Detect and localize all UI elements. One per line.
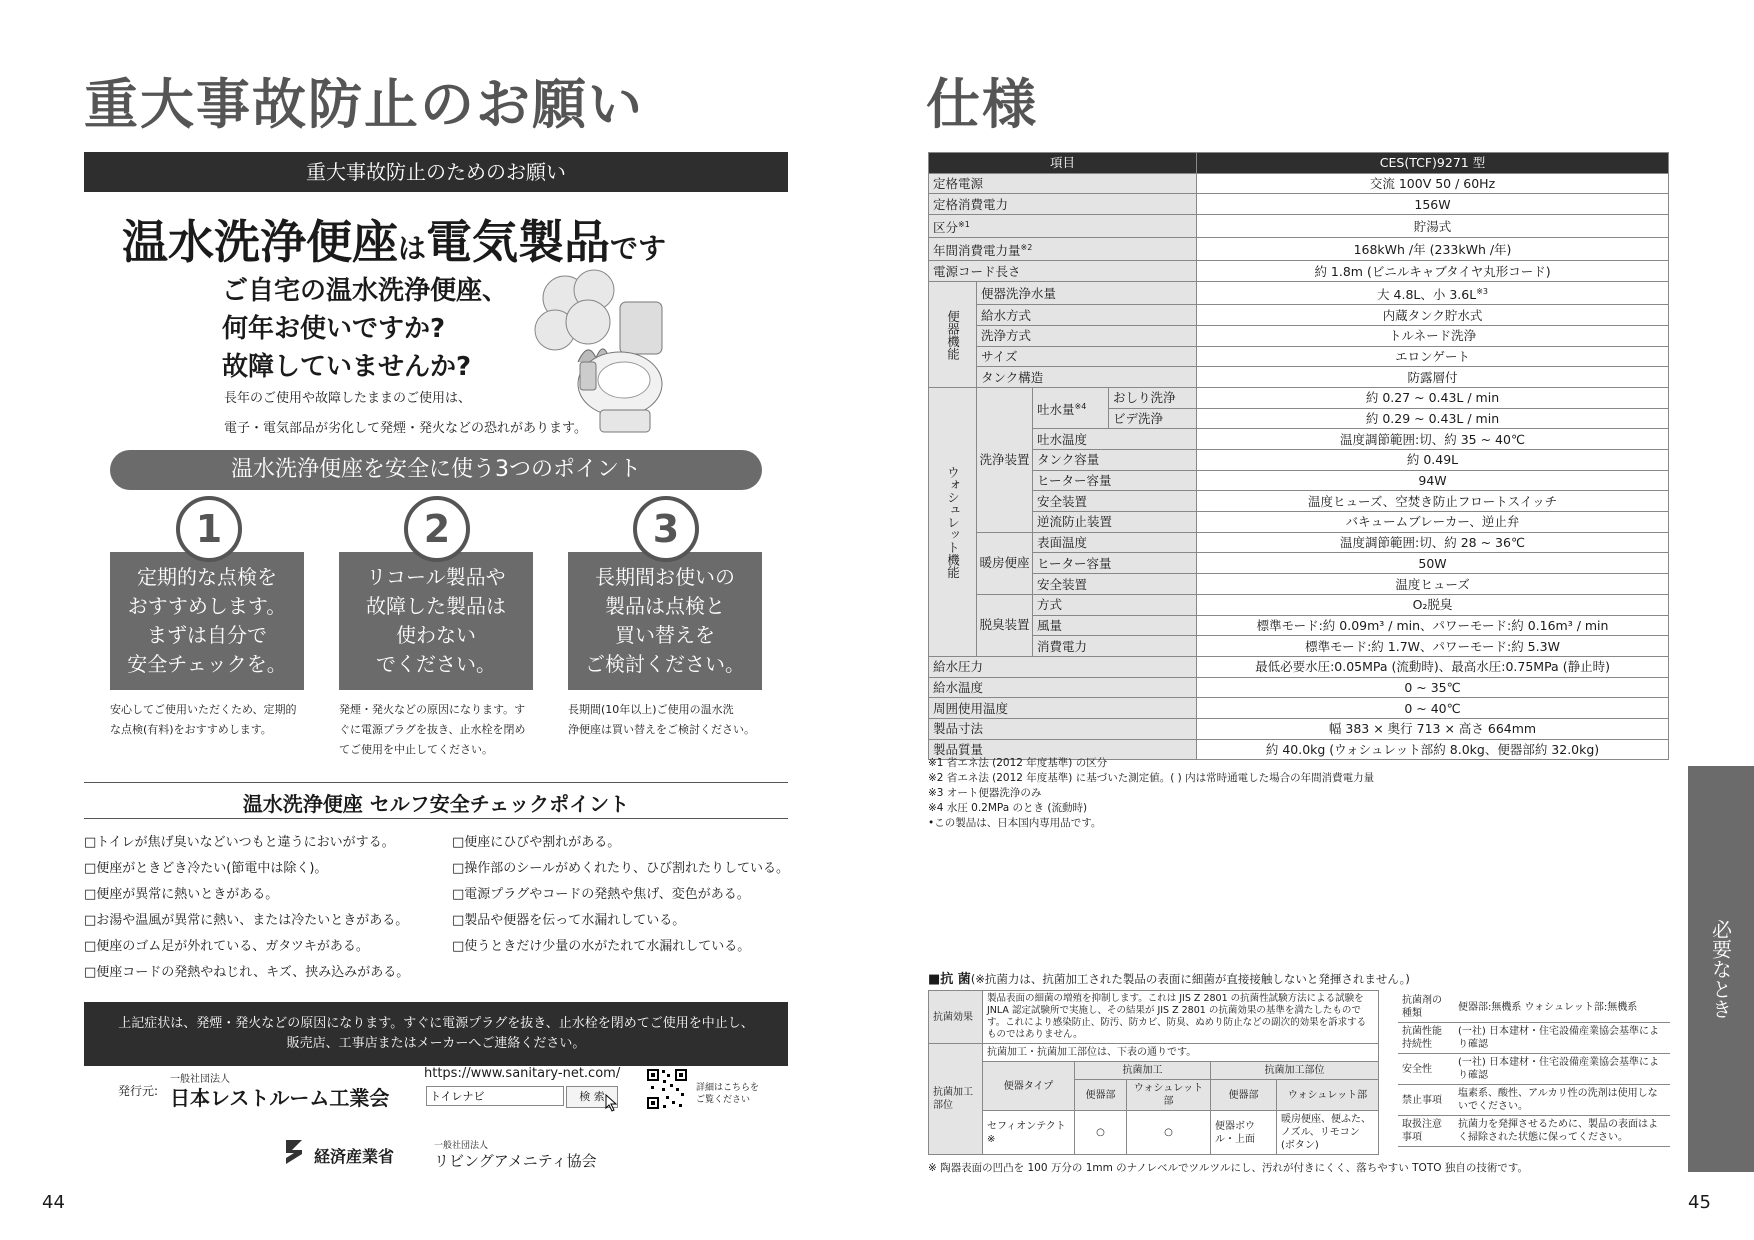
table-row [929, 1062, 1379, 1080]
footnotes [928, 756, 1374, 831]
point-line: 買い替えを [615, 623, 715, 647]
banner: 重大事故防止のためのお願い [84, 152, 788, 192]
parts-intro: 抗菌加工・抗菌加工部位は、下表の通りです。 [983, 1044, 1379, 1062]
row-label: 製品寸法 [929, 718, 1197, 739]
divider [84, 782, 788, 783]
group-benki: 便器機能 [929, 282, 977, 388]
table-row [929, 215, 1669, 238]
table-row [929, 512, 1669, 533]
meti-name: 経済産業省 [314, 1147, 395, 1166]
search-input[interactable] [426, 1086, 564, 1106]
row-label: 逆流防止装置 [1033, 512, 1197, 533]
row-label: 消費電力 [1033, 636, 1197, 657]
row-label: 給水温度 [929, 677, 1197, 698]
row-label: おしり洗浄 [1109, 387, 1197, 408]
point-line: ご検討ください。 [585, 652, 745, 676]
row-value: 交流 100V 50 / 60Hz [1197, 173, 1669, 194]
row-value: 0 ~ 40℃ [1197, 698, 1669, 719]
row-label: 定格電源 [929, 173, 1197, 194]
divider [84, 818, 788, 819]
publisher-url[interactable]: https://www.sanitary-net.com/ [424, 1066, 621, 1081]
row-value: 約 0.29 ~ 0.43L / min [1197, 408, 1669, 429]
question-line: 故障していませんか? [222, 352, 472, 382]
point-number-2: 2 [404, 496, 470, 562]
antibacterial-heading [928, 968, 1410, 987]
spec-table [928, 152, 1669, 760]
section-tab-label: 必要なとき [1708, 919, 1733, 1019]
row-value: 168kWh /年 (233kWh /年) [1197, 238, 1669, 261]
row-value: 貯湯式 [1197, 215, 1669, 238]
bottom-note: ※ 陶器表面の凹凸を 100 万分の 1mm のナノレベルでツルツルにし、汚れが付きにくく、落ちやすい TOTO 独自の技術です。 [928, 1162, 1528, 1174]
row-label: 製品質量 [929, 739, 1197, 760]
qr-note-line: ご覧ください [696, 1095, 751, 1105]
cursor-icon [604, 1094, 620, 1112]
table-row [929, 470, 1669, 491]
row-label: 定格消費電力 [929, 194, 1197, 215]
table-row [929, 677, 1669, 698]
point-line: まずは自分で [147, 623, 267, 647]
section-tab [1688, 766, 1754, 1172]
points-title: 温水洗浄便座を安全に使う3つのポイント [110, 450, 762, 490]
point-desc-1 [110, 700, 297, 740]
table-row [929, 553, 1669, 574]
table-row [1398, 1054, 1670, 1085]
footnote: ※3 オート便器洗浄のみ [928, 787, 1042, 799]
check-item: □トイレが焦げ臭いなどいつもと違うにおいがする。 [84, 835, 395, 850]
side-text: 抗菌力を発揮させるために、製品の表面はよく掃除された状態に保ってください。 [1454, 1116, 1670, 1147]
kakou-header: 抗菌加工 [1075, 1062, 1211, 1080]
side-label: 抗菌剤の種類 [1398, 992, 1454, 1023]
row-value: バキュームブレーカー、逆止弁 [1197, 512, 1669, 533]
footnote: ※4 水圧 0.2MPa のとき (流動時) [928, 802, 1088, 814]
header-item: 項目 [929, 153, 1197, 174]
row-label: 年間消費電力量 [933, 243, 1021, 259]
desc-line: ぐに電源プラグを抜き、止水栓を閉め [339, 723, 526, 736]
footnote-ref: ※2 [1020, 243, 1033, 253]
table-row [1398, 1116, 1670, 1147]
check-item: □使うときだけ少量の水がたれて水漏れしている。 [452, 939, 751, 954]
row-label: 周囲使用温度 [929, 698, 1197, 719]
footnote-ref: ※4 [1074, 402, 1087, 412]
point-line: でください。 [376, 652, 496, 676]
row-value: 最低必要水圧:0.05MPa (流動時)、最高水圧:0.75MPa (静止時) [1197, 656, 1669, 677]
benki-header: 便器部 [1211, 1080, 1277, 1111]
qr-note-line: 詳細はこちらを [696, 1083, 760, 1093]
check-item: □便座にひびや割れがある。 [452, 835, 621, 850]
assoc-small: 一般社団法人 [434, 1141, 489, 1151]
table-row [929, 636, 1669, 657]
table-row [929, 282, 1669, 305]
sub-heat: 暖房便座 [977, 532, 1033, 594]
table-row [929, 367, 1669, 388]
row-value: 内蔵タンク貯水式 [1197, 305, 1669, 326]
antibacterial-side-table [1398, 992, 1670, 1147]
row-label: 表面温度 [1033, 532, 1197, 553]
row-value: 約 1.8m (ビニルキャブタイヤ丸形コード) [1197, 261, 1669, 282]
point-desc-2 [339, 700, 526, 760]
row-label: 方式 [1033, 594, 1197, 615]
table-row [929, 325, 1669, 346]
warning-line: 長年のご使用や故障したままのご使用は、 [224, 391, 472, 406]
table-row [929, 532, 1669, 553]
effect-text: 製品表面の細菌の増殖を抑制します。これは JIS Z 2801 の抗菌性試験方法による試験を JNLA 認定試験所で実施し、その結果が JIS Z 2801 の抗菌効果の基準を満たしたものです。これにより感染防止、防汚、防カビ、防臭、ぬめり防止などの副次的効果を訴求するものではありません。 [983, 991, 1379, 1044]
sub-deo: 脱臭装置 [977, 594, 1033, 656]
check-title: 温水洗浄便座 セルフ安全チェックポイント [242, 792, 630, 816]
row-value: 94W [1197, 470, 1669, 491]
row-label: 給水圧力 [929, 656, 1197, 677]
row-label: 区分 [933, 220, 959, 236]
check-item: □お湯や温風が異常に熱い、または冷たいときがある。 [84, 913, 409, 928]
point-line: 製品は点検と [605, 594, 725, 618]
qr-note [696, 1082, 759, 1106]
side-label: 禁止事項 [1398, 1085, 1454, 1116]
footnote-ref: ※1 [958, 220, 970, 230]
headline-part2: は [398, 232, 427, 265]
benki-header: 便器部 [1075, 1080, 1127, 1111]
table-row [929, 991, 1379, 1044]
row-value: エロンゲート [1197, 346, 1669, 367]
point-line: 安全チェックを。 [127, 652, 287, 676]
header-model: CES(TCF)9271 型 [1197, 153, 1669, 174]
antibacterial-table [928, 990, 1379, 1155]
row-value: 0 ~ 35℃ [1197, 677, 1669, 698]
table-row [929, 305, 1669, 326]
row-label: サイズ [977, 346, 1197, 367]
desc-line: 浄便座は買い替えをご検討ください。 [568, 723, 755, 736]
check-item: □操作部のシールがめくれたり、ひび割れたりしている。 [452, 861, 790, 876]
check-item: □便座コードの発熱やねじれ、キズ、挟み込みがある。 [84, 965, 410, 980]
question-line: 何年お使いですか? [222, 314, 446, 344]
point-desc-3 [568, 700, 755, 740]
antibacterial-note: (※抗菌力は、抗菌加工された製品の表面に細菌が直接接触しないと発揮されません。) [970, 972, 1410, 986]
footnote: •この製品は、日本国内専用品です。 [928, 817, 1102, 829]
point-box-1 [110, 552, 304, 690]
assoc-name: リビングアメニティ協会 [434, 1152, 597, 1170]
washlet-header: ウォシュレット部 [1277, 1080, 1379, 1111]
point-line: 長期間お使いの [595, 565, 735, 589]
point-line: 使わない [396, 623, 476, 647]
point-box-2 [339, 552, 533, 690]
headline-part4: です [610, 232, 667, 265]
side-text: 便器部:無機系 ウォシュレット部:無機系 [1454, 992, 1670, 1023]
footnote: ※1 省エネ法 (2012 年度基準) の区分 [928, 757, 1108, 769]
table-row [929, 718, 1669, 739]
point-line: 故障した製品は [366, 594, 506, 618]
publisher-label: 発行元: [118, 1084, 159, 1098]
group-washlet: ウォシュレット機能 [929, 387, 977, 656]
table-row [929, 173, 1669, 194]
search-button-label: 検 索 [579, 1090, 605, 1103]
row-value: 標準モード:約 1.7W、パワーモード:約 5.3W [1197, 636, 1669, 657]
check-item: □便座がときどき冷たい(節電中は除く)。 [84, 861, 328, 876]
table-row [929, 656, 1669, 677]
row-value: 温度ヒューズ、空焚き防止フロートスイッチ [1197, 491, 1669, 512]
side-label: 抗菌性能持続性 [1398, 1023, 1454, 1054]
side-label: 安全性 [1398, 1054, 1454, 1085]
headline-part3: 電気製品 [426, 215, 611, 269]
page-number-left: 44 [42, 1192, 65, 1213]
footnote: ※2 省エネ法 (2012 年度基準) に基づいた測定値。( ) 内は常時通電した場合の年間消費電力量 [928, 772, 1375, 784]
table-row [929, 153, 1669, 174]
check-list-left [84, 830, 409, 986]
side-text: 塩素系、酸性、アルカリ性の洗剤は使用しないでください。 [1454, 1085, 1670, 1116]
check-item: □便座のゴム足が外れている、ガタツキがある。 [84, 939, 369, 954]
caution-line: 上記症状は、発煙・発火などの原因になります。すぐに電源プラグを抜き、止水栓を閉めてご使用を中止し、 [118, 1016, 754, 1031]
row-value: トルネード洗浄 [1197, 325, 1669, 346]
device-type: 便器タイプ [983, 1062, 1075, 1111]
desc-line: な点検(有料)をおすすめします。 [110, 723, 272, 736]
row-label: 給水方式 [977, 305, 1197, 326]
row-label: ヒーター容量 [1033, 470, 1197, 491]
table-row [929, 574, 1669, 595]
row-label: 電源コード長さ [929, 261, 1197, 282]
mark: ○ [1075, 1111, 1127, 1155]
caution-line: 販売店、工事店またはメーカーへご連絡ください。 [286, 1036, 586, 1051]
row-value: 幅 383 × 奥行 713 × 高さ 664mm [1197, 718, 1669, 739]
row-label: 吐水量 [1037, 402, 1075, 418]
table-row [929, 194, 1669, 215]
qr-code-icon [646, 1068, 688, 1110]
table-row [929, 491, 1669, 512]
table-row [929, 346, 1669, 367]
check-list-right [452, 830, 789, 960]
antibacterial-title: ■抗 菌 [928, 972, 971, 987]
page-number-right: 45 [1688, 1192, 1711, 1213]
type-name: セフィオンテクト※ [983, 1111, 1075, 1155]
side-label: 取扱注意事項 [1398, 1116, 1454, 1147]
row-value: 防露層付 [1197, 367, 1669, 388]
table-row [929, 698, 1669, 719]
toilet-smoke-illustration [520, 262, 670, 438]
row-value: 約 40.0kg (ウォシュレット部約 8.0kg、便器部約 32.0kg) [1197, 739, 1669, 760]
desc-line: 長期間(10年以上)ご使用の温水洗 [568, 703, 734, 716]
table-row [929, 387, 1669, 408]
row-value: 温度調節範囲:切、約 35 ~ 40℃ [1197, 429, 1669, 450]
desc-line: 発煙・発火などの原因になります。す [339, 703, 526, 716]
desc-line: てご使用を中止してください。 [339, 743, 493, 756]
row-label: ヒーター容量 [1033, 553, 1197, 574]
row-value: 大 4.8L、小 3.6L [1377, 287, 1477, 303]
meti-logo-icon [280, 1136, 308, 1168]
benki-part: 便器ボウル・上面 [1211, 1111, 1277, 1155]
row-value: 温度調節範囲:切、約 28 ~ 36℃ [1197, 532, 1669, 553]
row-value: 50W [1197, 553, 1669, 574]
row-label: ビデ洗浄 [1109, 408, 1197, 429]
row-label: 風量 [1033, 615, 1197, 636]
page-title-left: 重大事故防止のお願い [84, 73, 644, 136]
table-row [929, 615, 1669, 636]
publisher-small: 一般社団法人 [170, 1074, 230, 1085]
table-row [929, 261, 1669, 282]
question-line: ご自宅の温水洗浄便座、 [222, 276, 509, 306]
table-row [929, 238, 1669, 261]
row-label: タンク容量 [1033, 450, 1197, 471]
point-number-3: 3 [633, 496, 699, 562]
kakou-part-header: 抗菌加工部位 [1211, 1062, 1379, 1080]
row-value: 標準モード:約 0.09m³ / min、パワーモード:約 0.16m³ / min [1197, 615, 1669, 636]
table-row [929, 429, 1669, 450]
washlet-part: 暖房便座、便ふた、ノズル、リモコン (ボタン) [1277, 1111, 1379, 1155]
check-item: □電源プラグやコードの発熱や焦げ、変色がある。 [452, 887, 750, 902]
row-value: 約 0.27 ~ 0.43L / min [1197, 387, 1669, 408]
check-item: □便座が異常に熱いときがある。 [84, 887, 279, 902]
table-row [1398, 1023, 1670, 1054]
sub-wash: 洗浄装置 [977, 387, 1033, 532]
table-row [929, 1111, 1379, 1155]
page-title-right: 仕様 [926, 73, 1038, 136]
table-row [929, 1044, 1379, 1062]
questions [222, 272, 508, 386]
warning-line: 電子・電気部品が劣化して発煙・発火などの恐れがあります。 [224, 421, 587, 436]
point-line: リコール製品や [366, 565, 506, 589]
point-line: 定期的な点検を [137, 565, 277, 589]
row-value: 約 0.49L [1197, 450, 1669, 471]
row-label: 安全装置 [1033, 491, 1197, 512]
row-label: 便器洗浄水量 [977, 282, 1197, 305]
table-row [1398, 1085, 1670, 1116]
parts-label: 抗菌加工部位 [929, 1044, 983, 1155]
side-text: (一社) 日本建材・住宅設備産業協会基準により確認 [1454, 1023, 1670, 1054]
row-value: 温度ヒューズ [1197, 574, 1669, 595]
row-label: 安全装置 [1033, 574, 1197, 595]
row-label: 吐水温度 [1033, 429, 1197, 450]
caution-note [84, 1002, 788, 1066]
publisher-name: 日本レストルーム工業会 [170, 1086, 390, 1110]
point-line: おすすめします。 [127, 594, 287, 618]
point-box-3 [568, 552, 762, 690]
side-text: (一社) 日本建材・住宅設備産業協会基準により確認 [1454, 1054, 1670, 1085]
washlet-header: ウォシュレット部 [1127, 1080, 1211, 1111]
table-row [929, 594, 1669, 615]
check-item: □製品や便器を伝って水漏れしている。 [452, 913, 686, 928]
footnote-ref: ※3 [1476, 287, 1488, 297]
effect-label: 抗菌効果 [929, 991, 983, 1044]
desc-line: 安心してご使用いただくため、定期的 [110, 703, 297, 716]
table-row [929, 450, 1669, 471]
row-value: O₂脱臭 [1197, 594, 1669, 615]
mark: ○ [1127, 1111, 1211, 1155]
point-number-1: 1 [176, 496, 242, 562]
row-label: 洗浄方式 [977, 325, 1197, 346]
headline-part1: 温水洗浄便座 [122, 215, 398, 269]
table-row [1398, 992, 1670, 1023]
row-label: タンク構造 [977, 367, 1197, 388]
row-value: 156W [1197, 194, 1669, 215]
